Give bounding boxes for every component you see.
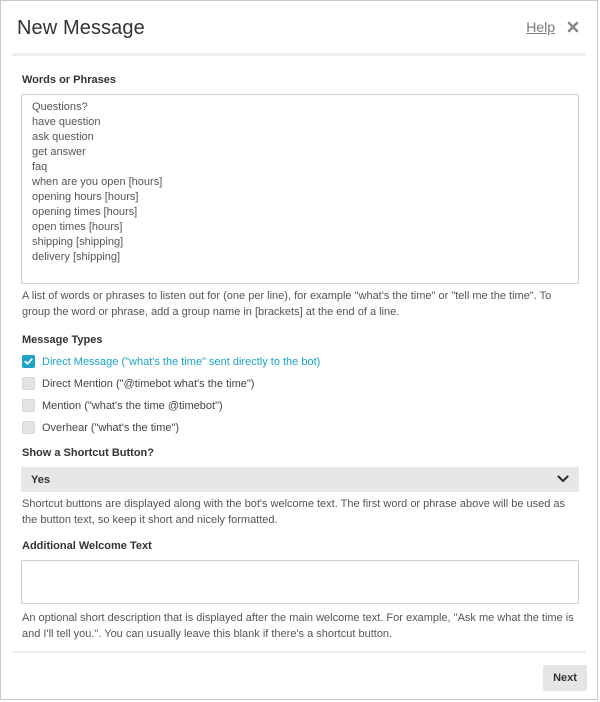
help-link[interactable]: Help <box>526 19 555 35</box>
dialog-header <box>1 1 597 53</box>
shortcut-help-text: Shortcut buttons are displayed along with the bot's welcome text. The first word or phrase above will be used as the button text, so keep it short and nicely formatted. <box>22 498 566 526</box>
checkbox-label: Direct Message ("what's the time" sent directly to the bot) <box>42 355 321 368</box>
welcome-help-text: An optional short description that is displayed after the main welcome text. For example, "Ask me what the time is and I'll tell you.". You can usually leave this blank if there's a shortcut button. <box>22 612 574 640</box>
dialog-content <box>1 56 597 642</box>
dialog-title: New Message <box>17 16 145 39</box>
header-actions <box>526 19 581 35</box>
welcome-label: Additional Welcome Text <box>22 540 152 552</box>
checkbox-label: Direct Mention ("@timebot what's the time") <box>42 377 255 390</box>
checkbox-mention[interactable] <box>22 398 577 413</box>
shortcut-label: Show a Shortcut Button? <box>22 447 154 459</box>
shortcut-section <box>21 447 577 528</box>
shortcut-select[interactable] <box>21 467 579 492</box>
checkbox-overhear[interactable] <box>22 420 577 435</box>
shortcut-selected-value: Yes <box>31 473 50 486</box>
checkbox-label: Mention ("what's the time @timebot") <box>42 399 223 412</box>
message-types-section <box>21 334 577 435</box>
checkbox-unchecked-icon[interactable] <box>22 399 35 412</box>
footer-divider <box>12 651 586 653</box>
chevron-down-icon <box>557 474 569 486</box>
checkbox-direct-mention[interactable] <box>22 376 577 391</box>
welcome-text-input[interactable] <box>21 560 579 604</box>
checkbox-unchecked-icon[interactable] <box>22 377 35 390</box>
message-types-label: Message Types <box>22 334 103 346</box>
phrases-label: Words or Phrases <box>22 74 116 86</box>
checkbox-checked-icon[interactable] <box>22 355 35 368</box>
close-icon[interactable] <box>565 19 581 35</box>
phrases-help-text: A list of words or phrases to listen out for (one per line), for example "what's the time" or "tell me the time". To group the word or phrase, add a group name in [brackets] at the end of a line. <box>22 290 552 318</box>
checkbox-direct-message[interactable] <box>22 354 577 369</box>
welcome-section <box>21 540 577 642</box>
checkbox-unchecked-icon[interactable] <box>22 421 35 434</box>
next-button[interactable]: Next <box>543 665 587 691</box>
phrases-textarea[interactable]: Questions? have question ask question get answer faq when are you open [hours] opening hours [hours] opening times [hours] open times [hours] shipping [shipping] delivery [shipping] <box>21 94 579 284</box>
checkbox-label: Overhear ("what's the time") <box>42 421 180 434</box>
